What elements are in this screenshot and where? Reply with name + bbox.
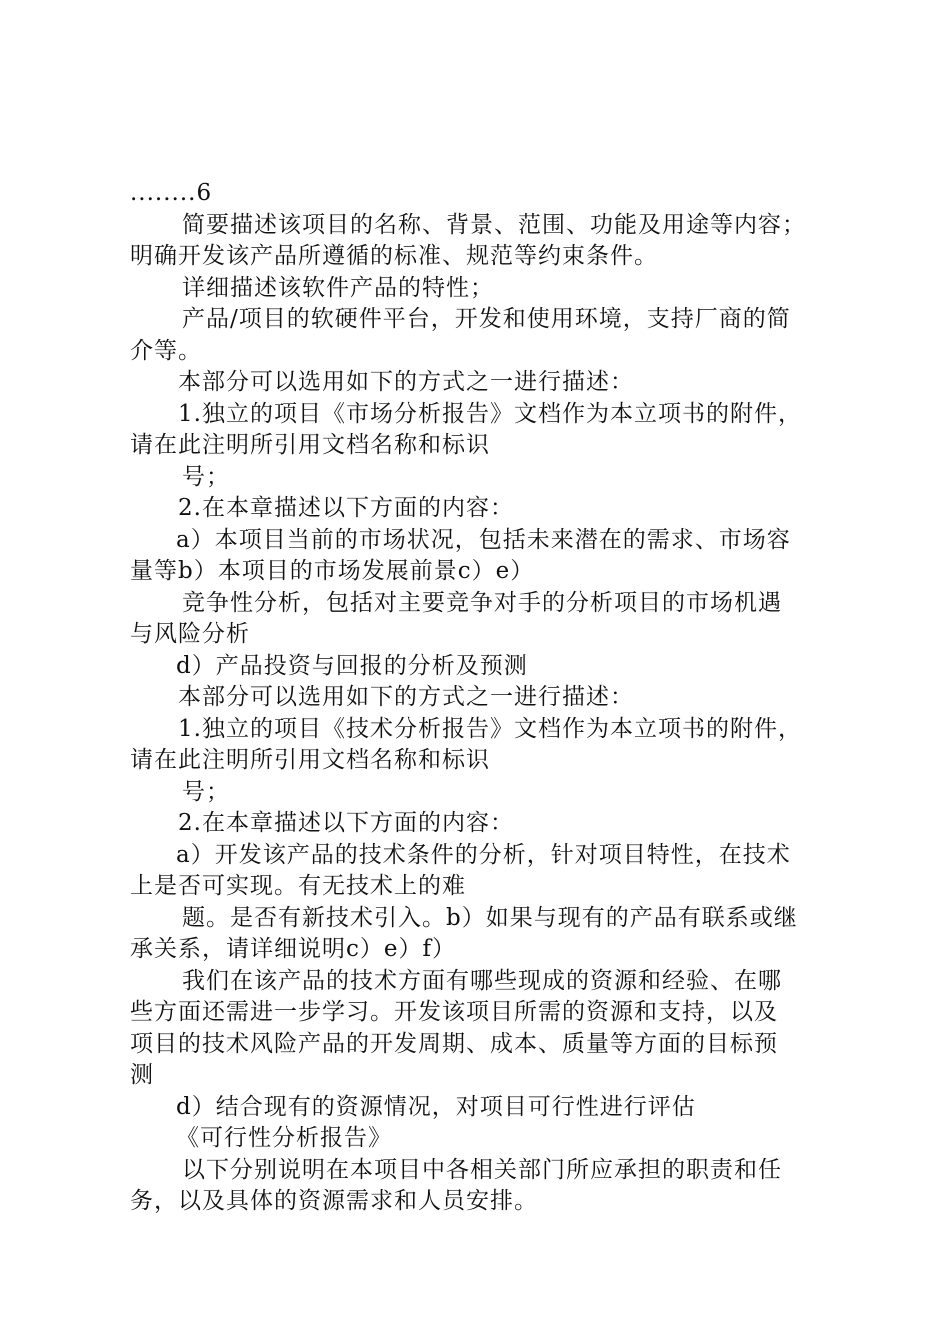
paragraph-line: d）结合现有的资源情况，对项目可行性进行评估 <box>176 1093 696 1120</box>
paragraph-line: 些方面还需进一步学习。开发该项目所需的资源和支持，以及 <box>130 999 778 1025</box>
paragraph-line: 号； <box>182 463 230 490</box>
paragraph-line: 1.独立的项目《技术分析报告》文档作为本立项书的附件， <box>178 715 802 742</box>
paragraph-line: 请在此注明所引用文档名称和标识 <box>130 432 490 458</box>
paragraph-line: 2.在本章描述以下方面的内容： <box>178 810 514 836</box>
paragraph-line: 上是否可实现。有无技术上的难 <box>130 873 466 899</box>
paragraph-line: 本部分可以选用如下的方式之一进行描述： <box>178 684 634 710</box>
document-page <box>130 178 830 1218</box>
paragraph-line: 1.独立的项目《市场分析报告》文档作为本立项书的附件， <box>178 400 802 427</box>
paragraph-line: a）开发该产品的技术条件的分析，针对项目特性，在技术 <box>176 841 791 868</box>
paragraph-line: 竞争性分析，包括对主要竞争对手的分析项目的市场机遇 <box>182 589 782 616</box>
toc-leader-line: ........6 <box>130 180 213 206</box>
paragraph-line: 与风险分析 <box>130 621 250 647</box>
paragraph-line: 项目的技术风险产品的开发周期、成本、质量等方面的目标预 <box>130 1030 778 1057</box>
paragraph-line: 简要描述该项目的名称、背景、范围、功能及用途等内容； <box>182 211 806 238</box>
paragraph-line: a）本项目当前的市场状况，包括未来潜在的需求、市场容 <box>176 526 791 553</box>
document-title-reference: 《可行性分析报告》 <box>176 1125 392 1151</box>
paragraph-line: 产品/项目的软硬件平台，开发和使用环境，支持厂商的简 <box>182 306 791 332</box>
paragraph-line: d）产品投资与回报的分析及预测 <box>176 652 528 679</box>
paragraph-line: 务，以及具体的资源需求和人员安排。 <box>130 1188 538 1214</box>
paragraph-line: 承关系，请详细说明c）e）f） <box>130 936 457 962</box>
paragraph-line: 本部分可以选用如下的方式之一进行描述： <box>178 369 634 395</box>
paragraph-line: 量等b）本项目的市场发展前景c）e） <box>130 558 535 584</box>
paragraph-line: 号； <box>182 778 230 805</box>
paragraph-line: 题。是否有新技术引入。b）如果与现有的产品有联系或继 <box>182 904 798 931</box>
paragraph-line: 详细描述该软件产品的特性； <box>182 274 494 301</box>
paragraph-line: 2.在本章描述以下方面的内容： <box>178 495 514 521</box>
paragraph-line: 我们在该产品的技术方面有哪些现成的资源和经验、在哪 <box>182 967 782 994</box>
paragraph-line: 明确开发该产品所遵循的标准、规范等约束条件。 <box>130 243 658 269</box>
paragraph-line: 介等。 <box>130 337 202 364</box>
paragraph-line: 请在此注明所引用文档名称和标识 <box>130 747 490 773</box>
paragraph-line: 测 <box>130 1062 154 1088</box>
paragraph-line: 以下分别说明在本项目中各相关部门所应承担的职责和任 <box>182 1156 782 1183</box>
